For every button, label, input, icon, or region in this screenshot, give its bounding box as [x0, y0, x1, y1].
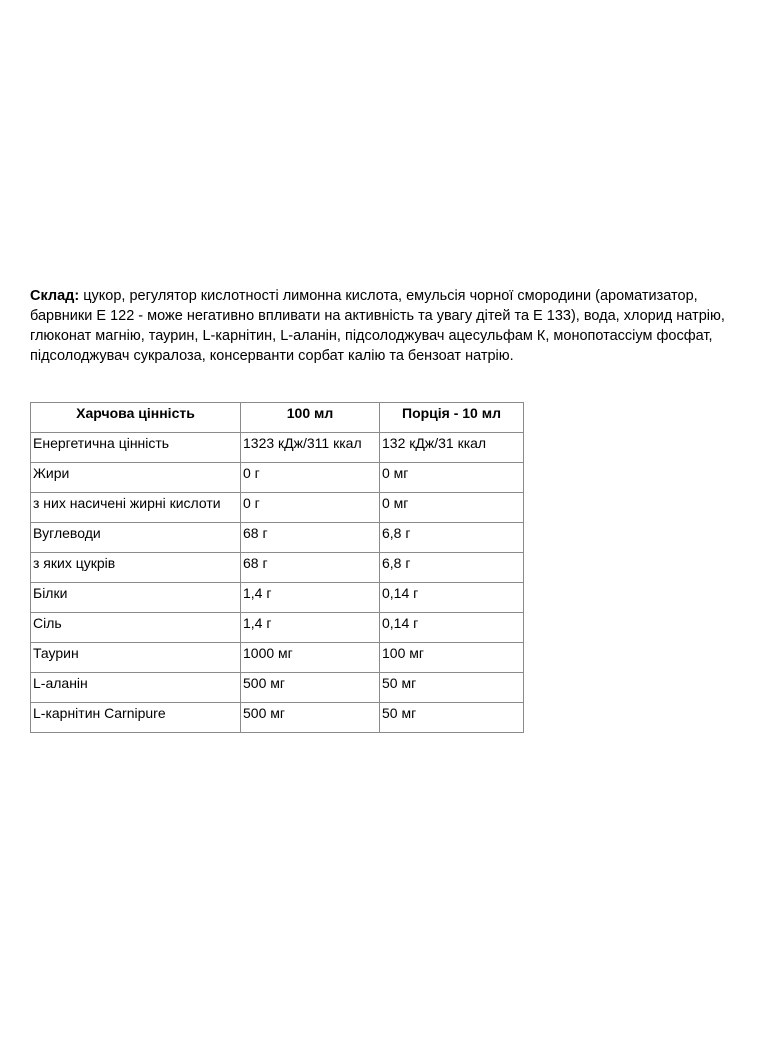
value-per-serving: 0 мг — [380, 493, 524, 523]
table-row — [31, 553, 524, 583]
composition-paragraph — [30, 286, 730, 366]
value-per-serving: 6,8 г — [380, 523, 524, 553]
nutrient-name: Сіль — [31, 613, 241, 643]
nutrient-name: Таурин — [31, 643, 241, 673]
table-row — [31, 493, 524, 523]
table-row — [31, 703, 524, 733]
value-per-100ml: 0 г — [241, 463, 380, 493]
nutrient-name: Вуглеводи — [31, 523, 241, 553]
table-row — [31, 463, 524, 493]
value-per-serving: 50 мг — [380, 703, 524, 733]
value-per-serving: 0,14 г — [380, 613, 524, 643]
table-header-row — [31, 403, 524, 433]
value-per-100ml: 500 мг — [241, 703, 380, 733]
composition-label: Склад: — [30, 288, 80, 304]
nutrient-name: Білки — [31, 583, 241, 613]
header-per-100ml: 100 мл — [241, 403, 380, 433]
value-per-serving: 100 мг — [380, 643, 524, 673]
value-per-100ml: 1,4 г — [241, 613, 380, 643]
value-per-100ml: 1323 кДж/311 ккал — [241, 433, 380, 463]
value-per-serving: 6,8 г — [380, 553, 524, 583]
value-per-100ml: 68 г — [241, 523, 380, 553]
value-per-serving: 0,14 г — [380, 583, 524, 613]
table-row — [31, 433, 524, 463]
nutrient-name: L-аланін — [31, 673, 241, 703]
value-per-100ml: 1000 мг — [241, 643, 380, 673]
table-row — [31, 583, 524, 613]
nutrient-name: з них насичені жирні кислоти — [31, 493, 241, 523]
value-per-100ml: 1,4 г — [241, 583, 380, 613]
table-row — [31, 523, 524, 553]
value-per-serving: 132 кДж/31 ккал — [380, 433, 524, 463]
table-row — [31, 673, 524, 703]
value-per-100ml: 500 мг — [241, 673, 380, 703]
value-per-100ml: 68 г — [241, 553, 380, 583]
value-per-serving: 0 мг — [380, 463, 524, 493]
value-per-serving: 50 мг — [380, 673, 524, 703]
nutrient-name: з яких цукрів — [31, 553, 241, 583]
value-per-100ml: 0 г — [241, 493, 380, 523]
composition-text: цукор, регулятор кислотності лимонна кислота, емульсія чорної смородини (ароматизатор, барвники Е 122 - може негативно впливати на активність та увагу дітей та Е 133), вода, хлорид натрію, глюконат магнію, таурин, L-карнітин, L-аланін, підсолоджувач ацесульфам К, монопотассіум фосфат, підсолоджувач сукралоза, консерванти сорбат калію та бензоат натрію. — [30, 288, 725, 364]
header-nutrient: Харчова цінність — [31, 403, 241, 433]
header-per-serving: Порція - 10 мл — [380, 403, 524, 433]
table-row — [31, 613, 524, 643]
nutrient-name: L-карнітин Carnipure — [31, 703, 241, 733]
nutrient-name: Енергетична цінність — [31, 433, 241, 463]
table-row — [31, 643, 524, 673]
nutrition-table — [30, 402, 524, 733]
nutrient-name: Жири — [31, 463, 241, 493]
